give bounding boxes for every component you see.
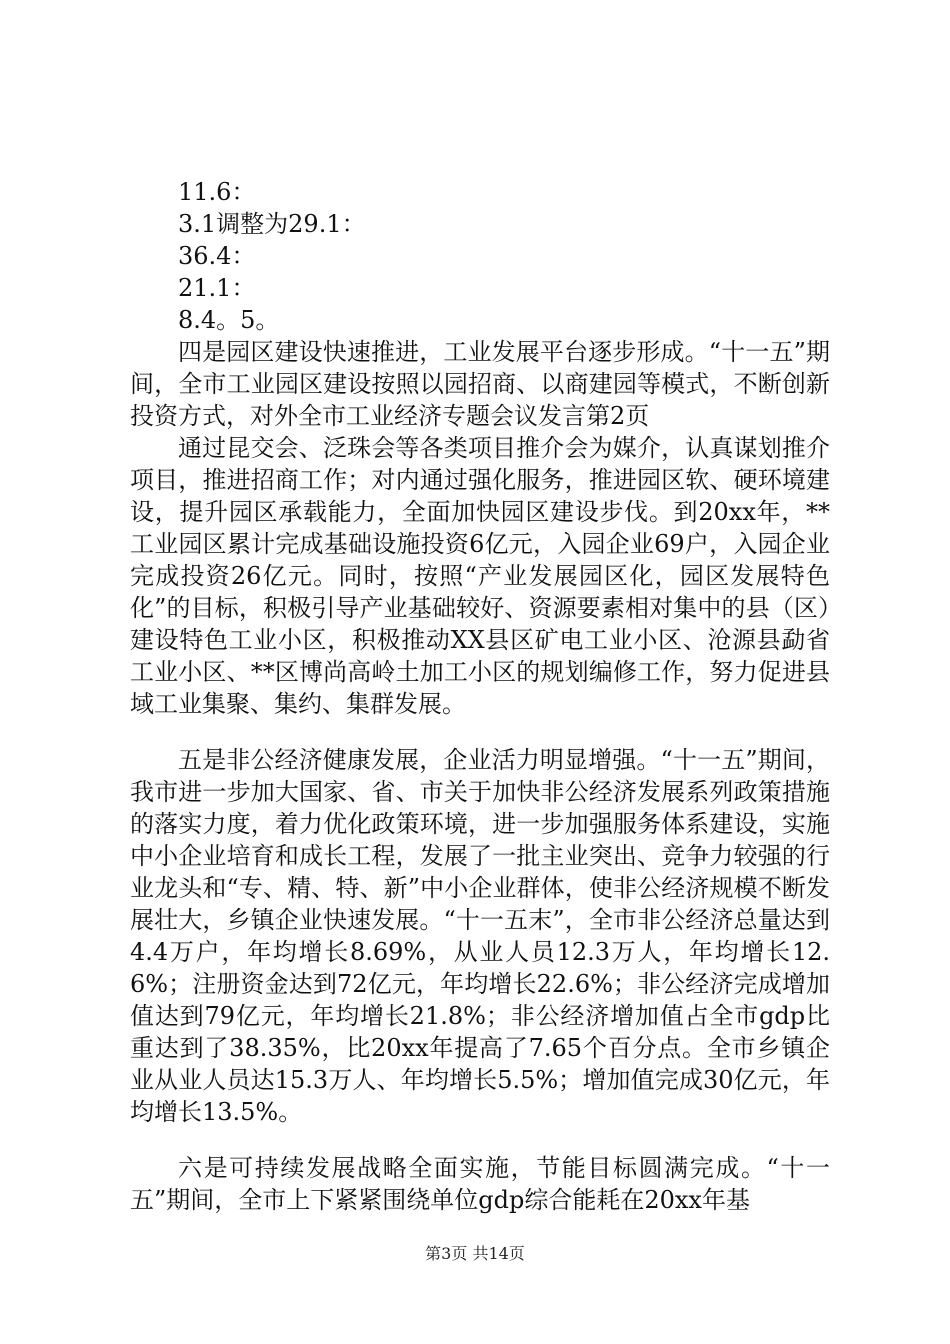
- page-footer: 第3页 共14页: [425, 1244, 525, 1263]
- paragraph-investment-promotion: 通过昆交会、泛珠会等各类项目推介会为媒介，认真谋划推介项目，推进招商工作；对内通过强化服务，推进园区软、硬环境建设，提升园区承载能力，全面加快园区建设步伐。到20xx年，**工业园区累计完成基础设施投资6亿元，入园企业69户，入园企业完成投资26亿元。同时，按照“产业发展园区化，园区发展特色化”的目标，积极引导产业基础较好、资源要素相对集中的县（区）建设特色工业小区，积极推动XX县区矿电工业小区、沧源县勐省工业小区、**区博尚高岭土加工小区的规划编修工作，努力促进县域工业集聚、集约、集群发展。: [130, 434, 830, 718]
- paragraph-industrial-parks: 四是园区建设快速推进，工业发展平台逐步形成。“十一五”期间，全市工业园区建设按照以园招商、以商建园等模式，不断创新投资方式，对外全市工业经济专题会议发言第2页: [130, 338, 830, 430]
- paragraph-non-public-economy: 五是非公经济健康发展，企业活力明显增强。“十一五”期间，我市进一步加大国家、省、市关于加快非公经济发展系列政策措施的落实力度，着力优化政策环境，进一步加强服务体系建设，实施中小企业培育和成长工程，发展了一批主业突出、竞争力较强的行业龙头和“专、精、特、新”中小企业群体，使非公经济规模不断发展壮大，乡镇企业快速发展。“十一五末”，全市非公经济总量达到4.4万户，年均增长8.69%，从业人员12.3万人，年均增长12.6%；注册资金达到72亿元，年均增长22.6%；非公经济完成增加值达到79亿元，年均增长21.8%；非公经济增加值占全市gdp比重达到了38.35%，比20xx年提高了7.65个百分点。全市乡镇企业从业人员达15.3万人、年均增长5.5%；增加值完成30亿元，年均增长13.5%。: [130, 746, 830, 1126]
- ratio-line-1: 11.6：: [178, 178, 256, 206]
- ratio-line-2: 3.1调整为29.1：: [178, 210, 366, 238]
- document-body: [130, 176, 830, 1216]
- paragraph-sustainable-development: 六是可持续发展战略全面实施，节能目标圆满完成。“十一五”期间，全市上下紧紧围绕单位gdp综合能耗在20xx年基: [130, 1154, 830, 1214]
- ratio-line-5: 8.4。5。: [178, 306, 280, 334]
- ratio-line-4: 21.1：: [178, 274, 256, 302]
- ratio-line-3: 36.4：: [178, 242, 256, 270]
